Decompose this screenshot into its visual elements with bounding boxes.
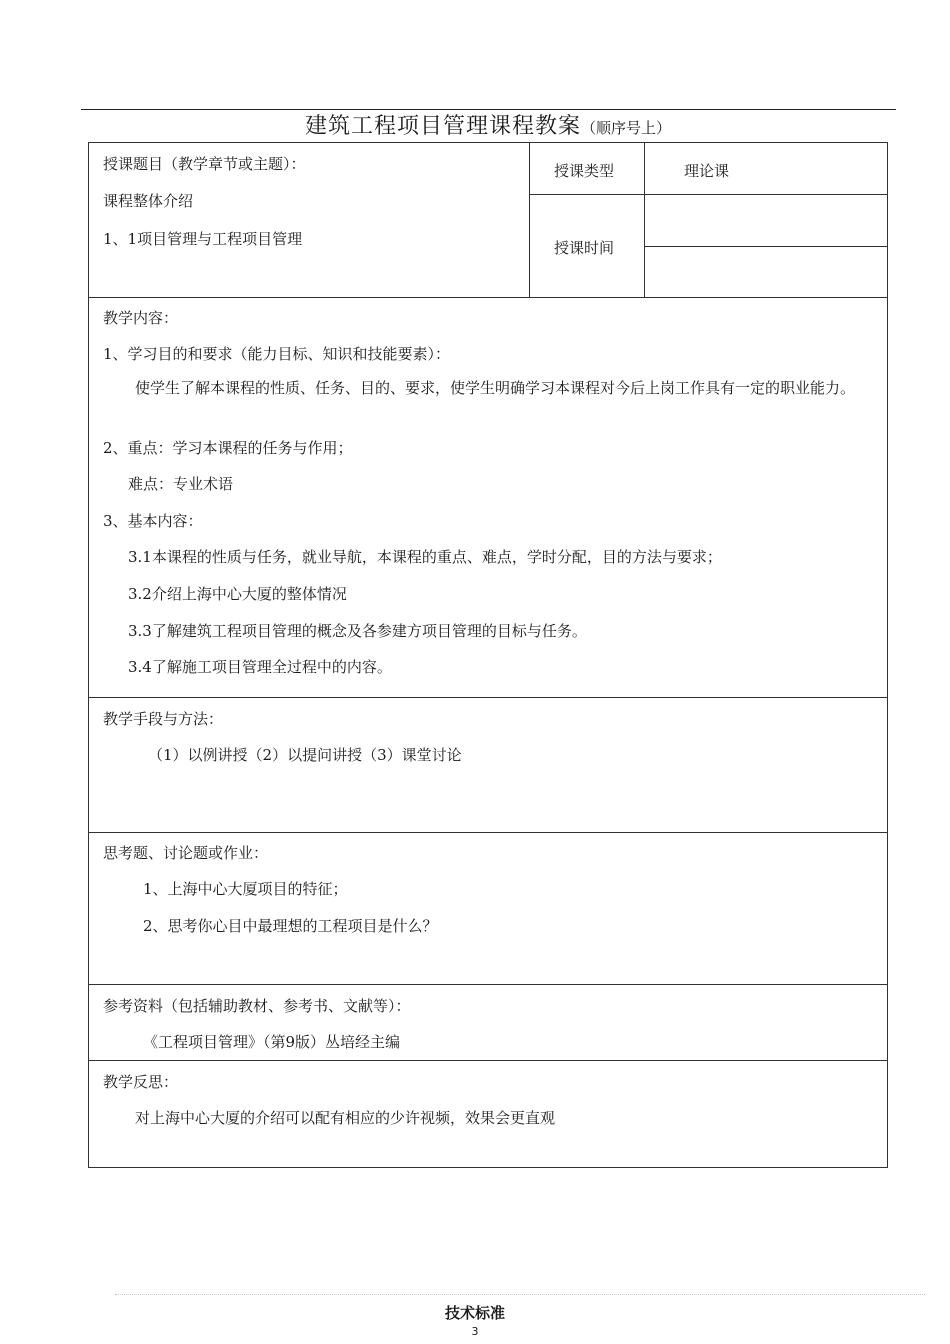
basic-heading: 3、基本内容： xyxy=(103,512,203,530)
section-divider-references xyxy=(88,984,888,985)
references-text: 《工程项目管理》（第9版）丛培经主编 xyxy=(143,1033,401,1051)
footer-rule xyxy=(115,1294,925,1295)
goal-text: 使学生了解本课程的性质、任务、目的、要求，使学生明确学习本课程对今后上岗工作具有一定的职业能力。 xyxy=(135,379,856,397)
methods-label: 教学手段与方法： xyxy=(103,710,224,728)
top-rule xyxy=(81,109,896,110)
methods-text: （1）以例讲授（2）以提问讲授（3）课堂讨论 xyxy=(148,746,462,764)
content-item: 3.4了解施工项目管理全过程中的内容。 xyxy=(128,658,392,676)
section-divider-content xyxy=(88,297,888,298)
type-label: 授课类型 xyxy=(554,162,615,180)
reflection-label: 教学反思： xyxy=(103,1073,179,1091)
homework-question-2: 2、思考你心目中最理想的工程项目是什么？ xyxy=(143,917,438,935)
header-divider-1 xyxy=(529,142,530,298)
type-row-divider xyxy=(529,194,888,195)
reflection-text: 对上海中心大厦的介绍可以配有相应的少许视频，效果会更直观 xyxy=(135,1109,556,1127)
page-number: 3 xyxy=(471,1325,479,1338)
footer-caption: 技术标准 xyxy=(444,1304,505,1322)
homework-question-1: 1、上海中心大厦项目的特征； xyxy=(143,880,348,898)
section-divider-homework xyxy=(88,832,888,833)
time-row-divider xyxy=(644,246,888,247)
homework-label: 思考题、讨论题或作业： xyxy=(103,844,269,862)
page-title xyxy=(88,112,888,143)
title-main: 建筑工程项目管理课程教案 xyxy=(304,114,581,139)
content-item: 3.3了解建筑工程项目管理的概念及各参建方项目管理的目标与任务。 xyxy=(128,622,587,640)
key-point: 2、重点：学习本课程的任务与作用； xyxy=(103,439,353,457)
type-value: 理论课 xyxy=(684,162,730,180)
title-sub: （顺序号上） xyxy=(581,119,672,137)
topic-line-2: 1、1项目管理与工程项目管理 xyxy=(103,230,303,248)
header-divider-2 xyxy=(644,142,645,298)
time-label: 授课时间 xyxy=(554,239,615,257)
content-item: 3.2介绍上海中心大厦的整体情况 xyxy=(128,585,347,603)
topic-label: 授课题目（教学章节或主题）： xyxy=(103,155,306,173)
section-divider-methods xyxy=(88,697,888,698)
goal-heading: 1、学习目的和要求（能力目标、知识和技能要素）： xyxy=(103,345,451,363)
difficulty: 难点：专业术语 xyxy=(128,475,234,493)
section-divider-reflection xyxy=(88,1060,888,1061)
topic-line-1: 课程整体介绍 xyxy=(103,192,194,210)
content-item: 3.1本课程的性质与任务，就业导航，本课程的重点、难点，学时分配，目的方法与要求； xyxy=(128,548,722,566)
content-label: 教学内容： xyxy=(103,309,179,327)
references-label: 参考资料（包括辅助教材、参考书、文献等）： xyxy=(103,997,411,1015)
